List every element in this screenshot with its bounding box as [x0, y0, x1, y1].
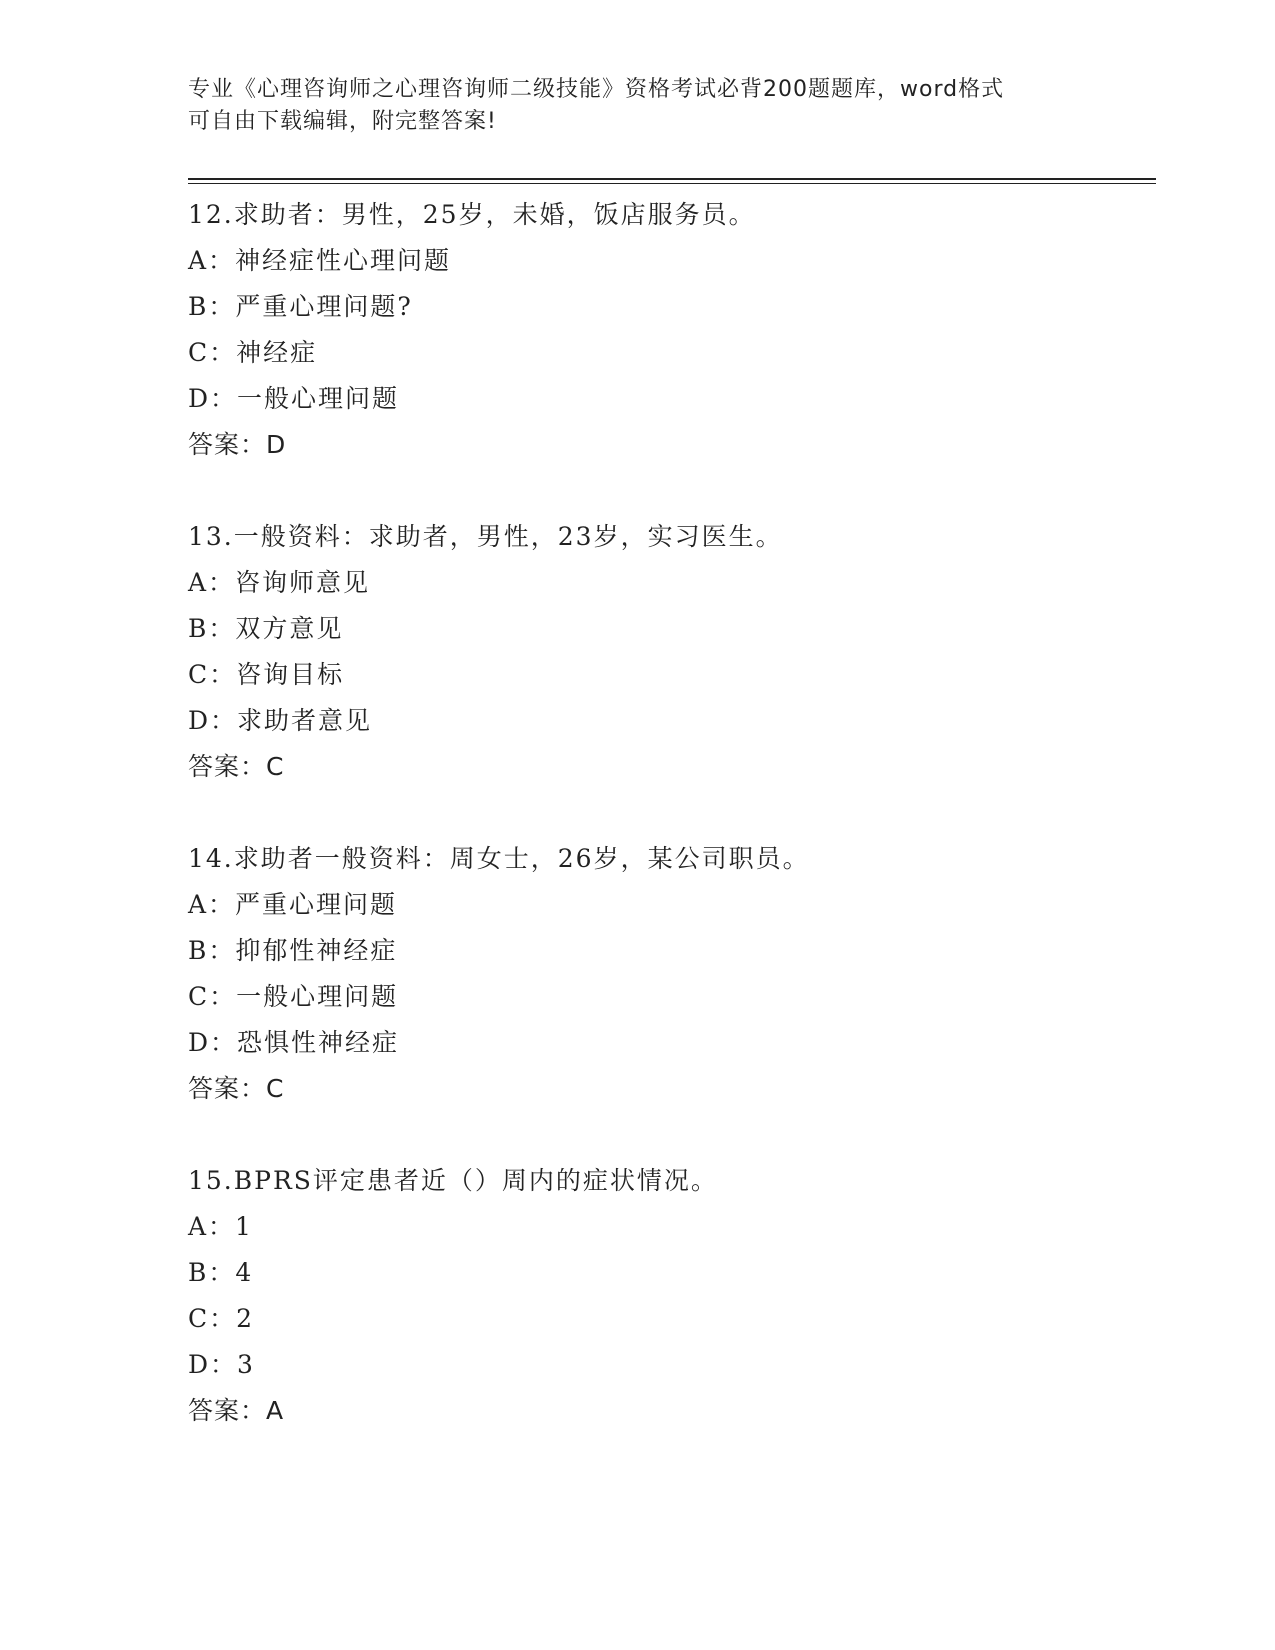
- option-d: D：一般心理问题: [188, 384, 400, 413]
- option-d: D：恐惧性神经症: [188, 1028, 400, 1057]
- header-line-2: 可自由下载编辑，附完整答案!: [188, 109, 497, 134]
- answer: 答案：D: [188, 430, 287, 459]
- question-15: [188, 1158, 1148, 1434]
- option-a: A：1: [188, 1212, 253, 1241]
- option-a: A：咨询师意见: [188, 568, 371, 597]
- question-stem: 12.求助者：男性，25岁，未婚，饭店服务员。: [188, 200, 756, 229]
- option-b: B：双方意见: [188, 614, 344, 643]
- option-c: C：2: [188, 1304, 255, 1333]
- option-b: B：4: [188, 1258, 254, 1287]
- question-list: [188, 192, 1148, 1480]
- header-divider-thin: [188, 183, 1156, 184]
- option-c: C：咨询目标: [188, 660, 345, 689]
- question-13: [188, 514, 1148, 790]
- option-a: A：神经症性心理问题: [188, 246, 452, 275]
- option-d: D：求助者意见: [188, 706, 373, 735]
- answer: 答案：A: [188, 1396, 285, 1425]
- option-d: D：3: [188, 1350, 255, 1379]
- answer: 答案：C: [188, 1074, 285, 1103]
- option-a: A：严重心理问题: [188, 890, 398, 919]
- question-stem: 13.一般资料：求助者，男性，23岁，实习医生。: [188, 522, 783, 551]
- question-stem: 15.BPRS评定患者近（）周内的症状情况。: [188, 1166, 718, 1195]
- header-divider-thick: [188, 178, 1156, 180]
- question-stem: 14.求助者一般资料：周女士，26岁，某公司职员。: [188, 844, 810, 873]
- option-b: B：严重心理问题?: [188, 292, 413, 321]
- header-line-1: 专业《心理咨询师之心理咨询师二级技能》资格考试必背200题题库，word格式: [188, 77, 1005, 102]
- option-c: C：一般心理问题: [188, 982, 399, 1011]
- answer: 答案：C: [188, 752, 285, 781]
- option-b: B：抑郁性神经症: [188, 936, 398, 965]
- document-header: [188, 74, 1088, 138]
- question-14: [188, 836, 1148, 1112]
- question-12: [188, 192, 1148, 468]
- option-c: C：神经症: [188, 338, 318, 367]
